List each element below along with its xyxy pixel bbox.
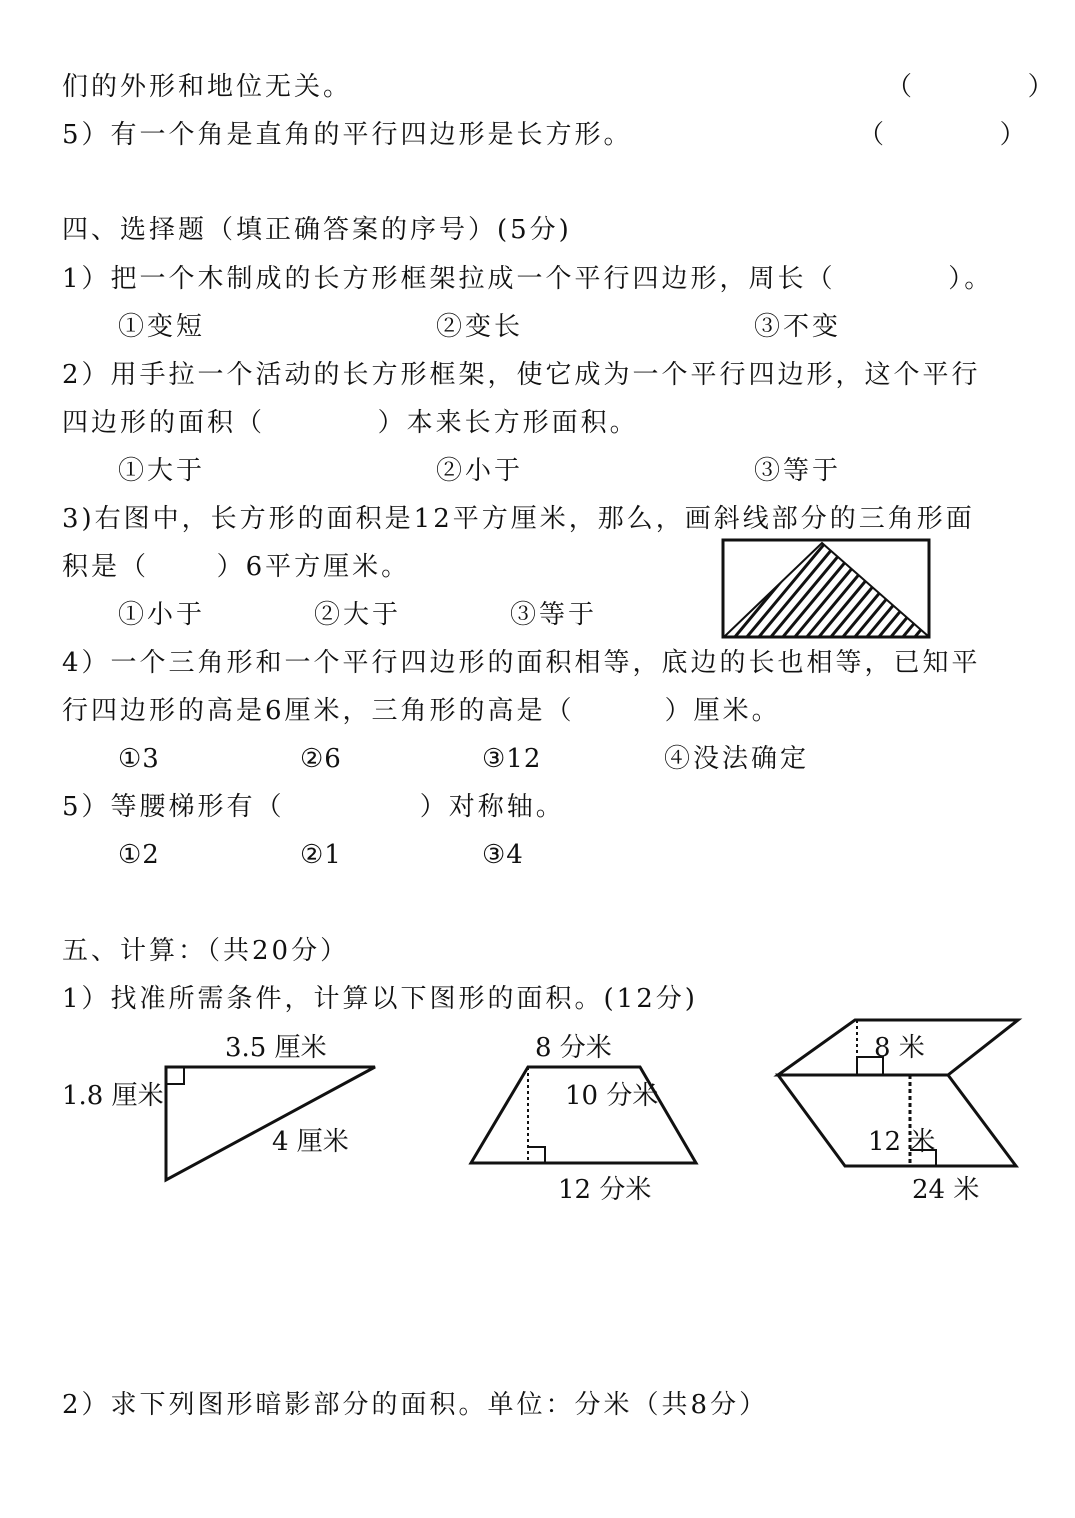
choice-q2-line1: 2）用手拉一个活动的长方形框架，使它成为一个平行四边形，这个平行 <box>62 360 981 390</box>
q4-continuation: 们的外形和地位无关。 <box>62 72 353 102</box>
judge-q5: 5）有一个角是直角的平行四边形是长方形。 <box>62 120 633 150</box>
parallelogram-top-label: 8 米 <box>874 1033 925 1063</box>
calc-q1: 1）找准所需条件，计算以下图形的面积。(12分) <box>62 984 698 1014</box>
answer-paren-q4[interactable]: （ ） <box>886 72 1057 102</box>
triangle-hypotenuse-label: 4 厘米 <box>272 1127 349 1157</box>
triangle-left-label: 1.8 厘米 <box>62 1081 164 1111</box>
choice-q2-option-1[interactable]: ①大于 <box>118 456 206 486</box>
choice-q3-line2: 积是（ ）6平方厘米。 <box>62 552 411 582</box>
choice-q3-line1: 3)右图中，长方形的面积是12平方厘米，那么，画斜线部分的三角形面 <box>62 504 975 534</box>
trapezoid-figure <box>471 1033 696 1205</box>
choice-q3-option-3[interactable]: ③等于 <box>510 600 598 630</box>
choice-q2-option-2[interactable]: ②小于 <box>436 456 524 486</box>
choice-q5-option-3[interactable]: ③4 <box>482 840 524 870</box>
parallelograms-figure <box>778 1020 1018 1205</box>
section4-heading: 四、选择题（填正确答案的序号）(5分) <box>62 215 572 245</box>
choice-q4-option-1[interactable]: ①3 <box>118 744 160 774</box>
choice-q3-option-1[interactable]: ①小于 <box>118 600 206 630</box>
triangle-top-label: 3.5 厘米 <box>225 1033 327 1063</box>
choice-q1-option-1[interactable]: ①变短 <box>118 312 206 342</box>
choice-q5-option-1[interactable]: ①2 <box>118 840 160 870</box>
parallelogram-bottom-label: 24 米 <box>912 1175 980 1205</box>
trapezoid-height-label: 10 分米 <box>565 1081 659 1111</box>
trapezoid-bottom-label: 12 分米 <box>558 1175 652 1205</box>
choice-q5: 5）等腰梯形有（ ）对称轴。 <box>62 792 565 822</box>
choice-q1: 1）把一个木制成的长方形框架拉成一个平行四边形，周长（ ）。 <box>62 264 994 294</box>
choice-q1-option-3[interactable]: ③不变 <box>754 312 842 342</box>
right-triangle-figure <box>62 1033 375 1180</box>
rectangle-with-hatched-triangle-figure <box>700 530 1016 650</box>
choice-q1-option-2[interactable]: ②变长 <box>436 312 524 342</box>
choice-q2-option-3[interactable]: ③等于 <box>754 456 842 486</box>
calc-q2: 2）求下列图形暗影部分的面积。单位：分米（共8分） <box>62 1390 769 1420</box>
choice-q3-option-2[interactable]: ②大于 <box>314 600 402 630</box>
choice-q4-option-4[interactable]: ④没法确定 <box>664 744 810 774</box>
choice-q4-option-3[interactable]: ③12 <box>482 744 542 774</box>
choice-q2-line2: 四边形的面积（ ）本来长方形面积。 <box>62 408 639 438</box>
answer-paren-q5[interactable]: （ ） <box>858 120 1029 150</box>
choice-q4-line1: 4）一个三角形和一个平行四边形的面积相等，底边的长也相等，已知平 <box>62 648 981 678</box>
trapezoid-top-label: 8 分米 <box>535 1033 612 1063</box>
choice-q5-option-2[interactable]: ②1 <box>300 840 342 870</box>
parallelogram-height-label: 12 米 <box>868 1127 936 1157</box>
choice-q4-option-2[interactable]: ②6 <box>300 744 342 774</box>
section5-heading: 五、计算：（共20分） <box>62 936 350 966</box>
choice-q4-line2: 行四边形的高是6厘米，三角形的高是（ ）厘米。 <box>62 696 781 726</box>
